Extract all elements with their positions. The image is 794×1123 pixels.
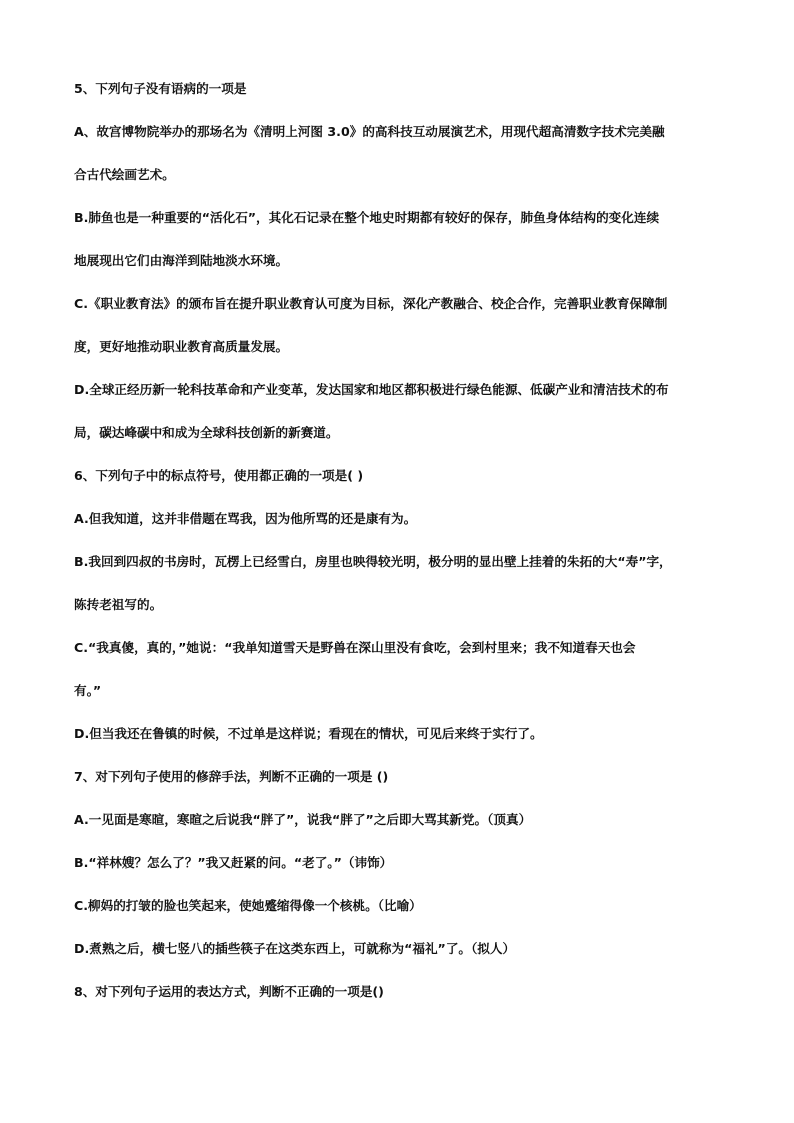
question-5-stem: 5、下列句子没有语病的一项是	[74, 81, 247, 96]
question-7-stem: 7、对下列句子使用的修辞手法，判断不正确的一项是 ()	[74, 769, 389, 784]
q5-option-d-line-2: 局，碳达峰碳中和成为全球科技创新的新赛道。	[74, 425, 339, 440]
q5-option-d-line-1: D.全球正经历新一轮科技革命和产业变革，发达国家和地区都积极进行绿色能源、低碳产业和清洁技术的布	[74, 382, 669, 397]
q5-option-a-line-1: A、故宫博物院举办的那场名为《清明上河图 3.0》的高科技互动展演艺术，用现代超高清数字技术完美融	[74, 124, 665, 139]
q6-option-d-line-1: D.但当我还在鲁镇的时候，不过单是这样说；看现在的情状，可见后来终于实行了。	[74, 726, 543, 741]
q6-option-b-line-1: B.我回到四叔的书房时，瓦楞上已经雪白，房里也映得较光明，极分明的显出壁上挂着的朱拓的大“寿”字，	[74, 554, 672, 569]
q6-option-a-line-1: A.但我知道，这并非借题在骂我，因为他所骂的还是康有为。	[74, 511, 417, 526]
q6-option-b-line-2: 陈抟老祖写的。	[74, 597, 163, 612]
q7-option-d-line-1: D.煮熟之后，横七竖八的插些筷子在这类东西上，可就称为“福礼”了。（拟人）	[74, 941, 516, 956]
q7-option-b-line-1: B.“祥林嫂？怎么了？”我又赶紧的问。“老了。”（讳饰）	[74, 855, 393, 870]
q6-option-c-line-2: 有。”	[74, 683, 102, 698]
q7-option-c-line-1: C.柳妈的打皱的脸也笑起来，使她蹙缩得像一个核桃。（比喻）	[74, 898, 422, 913]
q5-option-c-line-2: 度，更好地推动职业教育高质量发展。	[74, 339, 289, 354]
q6-option-c-line-1: C.“我真傻，真的，”她说：“我单知道雪天是野兽在深山里没有食吃，会到村里来；我不知道春天也会	[74, 640, 636, 655]
q5-option-c-line-1: C.《职业教育法》的颁布旨在提升职业教育认可度为目标，深化产教融合、校企合作，完善职业教育保障制	[74, 296, 668, 311]
q5-option-b-line-2: 地展现出它们由海洋到陆地淡水环境。	[74, 253, 289, 268]
q5-option-a-line-2: 合古代绘画艺术。	[74, 167, 175, 182]
question-8-stem: 8、对下列句子运用的表达方式，判断不正确的一项是()	[74, 984, 384, 999]
q5-option-b-line-1: B.肺鱼也是一种重要的“活化石”，其化石记录在整个地史时期都有较好的保存，肺鱼身体结构的变化连续	[74, 210, 660, 225]
question-6-stem: 6、下列句子中的标点符号，使用都正确的一项是( )	[74, 468, 364, 483]
q7-option-a-line-1: A.一见面是寒暄，寒暄之后说我“胖了”，说我“胖了”之后即大骂其新党。（顶真）	[74, 812, 532, 827]
